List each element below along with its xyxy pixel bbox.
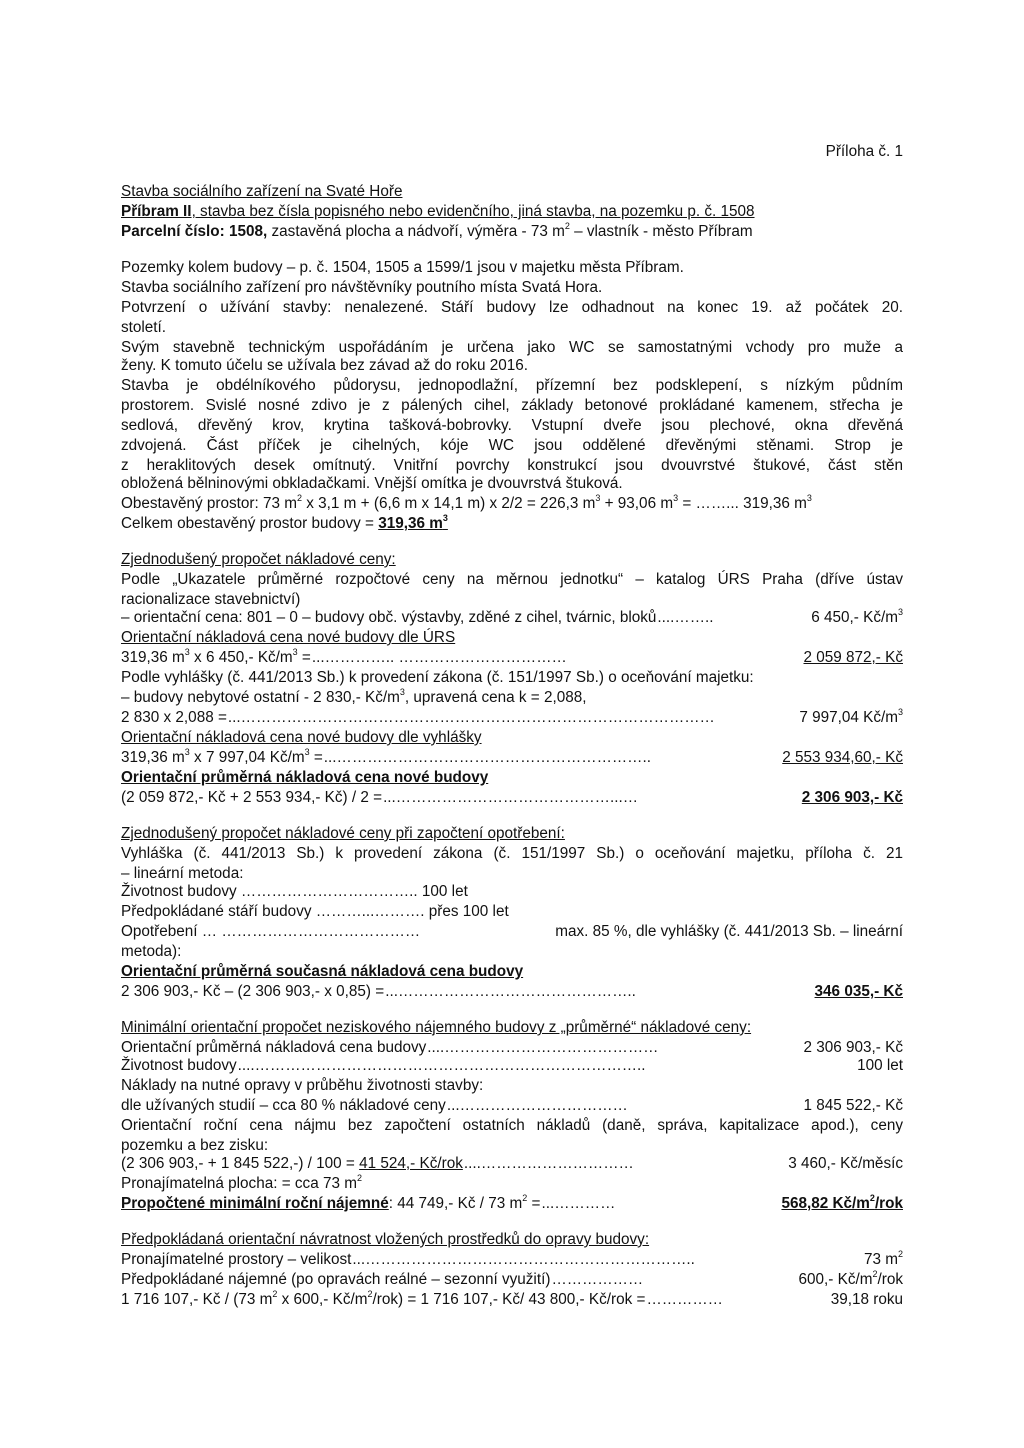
s2-line-6: metoda):: [121, 943, 182, 960]
s3-line-3: Náklady na nutné opravy v průběhu životnosti stavby:: [121, 1077, 484, 1094]
s3-l1-dots: ....……………………………………: [427, 1039, 659, 1056]
volume-calculation: [121, 494, 903, 514]
s1-line-1: Podle „Ukazatele průměrné rozpočtové ceny na měrnou jednotku“ – katalog ÚRS Praha (dříve ústav: [121, 571, 903, 588]
s3-l9-text: Propočtené minimální roční nájemné: 44 749,- Kč / 73 $m^2$ =: [121, 1193, 541, 1212]
s1-subheading-decree: Orientační nákladová cena nové budovy dle vyhlášky: [121, 729, 482, 746]
total-volume: [121, 514, 903, 534]
s3-line-9: [121, 1194, 903, 1214]
parcel-sup: 2: [564, 221, 570, 231]
s1-l8-text: 319,36 $m^3$ x 7 997,04 $Kč/m^3$ =: [121, 747, 323, 766]
s4-line-3: [121, 1290, 903, 1310]
s2-line-5: [121, 922, 903, 942]
section-4-heading: Předpokládaná orientační návratnost vložených prostředků do opravy budovy:: [121, 1231, 650, 1248]
s3-line-4: [121, 1096, 903, 1116]
document-title: Stavba sociálního zařízení na Svaté Hoře: [121, 183, 403, 200]
s3-l9-dots: ...…………: [541, 1195, 616, 1212]
intro-paragraph-5e: z heraklitových desek omítnutý. Vnitřní povrchy konstrukcí jsou dvouvrstvé štukové, část stěn: [121, 457, 903, 474]
s3-l4-value: 1 845 522,- Kč: [803, 1097, 903, 1114]
s1-l4-dots: ...………….. ……………………………: [311, 649, 567, 666]
s3-l7-text: (2 306 903,- + 1 845 522,-) / 100 = 41 524,- Kč/rok: [121, 1155, 463, 1172]
parcel-label: Parcelní číslo: 1508,: [121, 223, 268, 240]
s2-subheading: Orientační průměrná současná nákladová cena budovy: [121, 963, 524, 980]
volume-sup-4: 3: [806, 493, 812, 503]
intro-paragraph-4a: Svým stavebně technickým uspořádáním je určena jako WC se samostatnými vchody pro muže a: [121, 339, 903, 356]
s3-line-5: Orientační roční cena nájmu bez započtení ostatních nákladů (daně, správa, kapitalizace apod.), ceny: [121, 1117, 903, 1134]
intro-paragraph-1: Pozemky kolem budovy – p. č. 1504, 1505 a 1599/1 jsou v majetku města Příbram.: [121, 259, 684, 276]
s3-l4-dots: ...……………………………: [446, 1097, 628, 1114]
s1-l3-dots: ....……..: [657, 609, 714, 626]
parcel-text-b: – vlastník - město Příbram: [569, 223, 753, 240]
s4-l3-value: 39,18 roku: [830, 1291, 903, 1308]
s1-l3-value: 6 450,- $Kč/m^3$: [811, 607, 903, 626]
s2-l7-value: 346 035,- Kč: [814, 983, 903, 1000]
s3-line-6: pozemku a bez zisku:: [121, 1137, 269, 1154]
s3-l7-value: 3 460,- Kč/měsíc: [788, 1155, 903, 1172]
s2-l5-value: max. 85 %, dle vyhlášky (č. 441/2013 Sb. – lineární: [555, 923, 903, 940]
s1-line-9: [121, 788, 903, 808]
s4-l2-value: 600,- $Kč/m^2$/rok: [798, 1269, 903, 1288]
location-line: [121, 202, 903, 222]
s4-l1-dots: ...………………………………………………………..: [352, 1251, 695, 1268]
s3-l2-dots: ....…………………………………………………………………..: [237, 1057, 646, 1074]
s2-line-1: Vyhláška (č. 441/2013 Sb.) k provedení zákona (č. 151/1997 Sb.) o oceňování majetku, příloha č. 21: [121, 845, 903, 862]
s3-l2-text: Životnost budovy: [121, 1057, 237, 1074]
s1-l3-text: – orientační cena: 801 – 0 – budovy obč. výstavby, zděné z cihel, tvárnic, bloků: [121, 609, 657, 626]
s1-l4-text: 319,36 $m^3$ x 6 450,- $Kč/m^3$ =: [121, 647, 311, 666]
s1-line-8: [121, 748, 903, 768]
section-3-heading: Minimální orientační propočet neziskového nájemného budovy z „průměrné“ nákladové ceny:: [121, 1019, 752, 1036]
volume-text-b: x 3,1 m + (6,6 m x 14,1 m) x 2/2 = 226,3 m: [302, 495, 596, 512]
s1-subheading-average: Orientační průměrná nákladová cena nové budovy: [121, 769, 489, 786]
s3-l1-value: 2 306 903,- Kč: [803, 1039, 903, 1056]
s4-l1-text: Pronajímatelné prostory – velikost: [121, 1251, 352, 1268]
s1-line-2: racionalizace stavebnictví): [121, 591, 301, 608]
parcel-text-a: zastavěná plocha a nádvoří, výměra - 73 m: [267, 223, 565, 240]
intro-paragraph-2: Stavba sociálního zařízení pro návštěvníky poutního místa Svatá Hora.: [121, 279, 603, 296]
s2-line-2: – lineární metoda:: [121, 865, 244, 882]
s3-l7-dots: ....…………………………: [463, 1155, 634, 1172]
s1-l7-dots: ...…………………………………………………………………………………: [227, 709, 715, 726]
s1-line-3: [121, 608, 903, 628]
s2-line-7: [121, 982, 903, 1002]
s1-l9-value: 2 306 903,- Kč: [801, 789, 903, 806]
section-2-heading: Zjednodušený propočet nákladové ceny při započtení opotřebení:: [121, 825, 565, 842]
s1-subheading-urs: Orientační nákladová cena nové budovy dle ÚRS: [121, 629, 456, 646]
intro-paragraph-5f: obložená bělninovými obkladačkami. Vnější omítka je dvouvrstvá štuková.: [121, 475, 623, 492]
s1-l8-dots: ...……………………………………………………..: [323, 749, 651, 766]
s2-line-4: Předpokládané stáří budovy ………...………. přes 100 let: [121, 903, 509, 920]
s1-l7-value: 7 997,04 $Kč/m^3$: [799, 707, 903, 726]
s1-l9-text: (2 059 872,- Kč + 2 553 934,- Kč) / 2 =: [121, 789, 383, 806]
s1-line-4: [121, 648, 903, 668]
s4-l2-text: Předpokládané nájemné (po opravách reálné – sezonní využití): [121, 1271, 551, 1288]
s4-l1-value: 73 $m^2$: [863, 1249, 903, 1268]
s3-line-2: [121, 1056, 903, 1076]
s3-l9-value: 568,82 $Kč/m^2$/rok: [781, 1193, 903, 1212]
s3-line-7: [121, 1154, 903, 1174]
s1-line-5: Podle vyhlášky (č. 441/2013 Sb.) k provedení zákona (č. 151/1997 Sb.) o oceňování majetku:: [121, 669, 754, 686]
intro-paragraph-5b: prostorem. Svislé nosné zdivo je z pálených cihel, základy betonové prokládané kamenem, střecha je: [121, 397, 903, 414]
attachment-label: Příloha č. 1: [825, 143, 903, 160]
section-1-heading: Zjednodušený propočet nákladové ceny:: [121, 551, 396, 568]
s4-l3-dots: ……………: [646, 1291, 723, 1308]
intro-paragraph-3a: Potvrzení o užívání stavby: nenalezené. Stáří budovy lze odhadnout na konec 19. až počátek 20.: [121, 299, 903, 316]
volume-text-a: Obestavěný prostor: 73 m: [121, 495, 297, 512]
s4-l3-text: 1 716 107,- Kč / (73 $m^2$ x 600,- $Kč/m^2/rok) = 1$ 716 107,- Kč/ 43 800,- Kč/rok =: [121, 1289, 646, 1308]
s4-line-1: [121, 1250, 903, 1270]
volume-text-c: + 93,06 m: [600, 495, 674, 512]
s2-line-3: Životnost budovy …………………………….. 100 let: [121, 883, 468, 900]
s2-l7-text: 2 306 903,- Kč – (2 306 903,- x 0,85) =: [121, 983, 385, 1000]
s1-l9-dots: ...……………………………………...…: [383, 789, 639, 806]
intro-paragraph-4b: ženy. K tomuto účelu se užívala bez závad až do roku 2016.: [121, 357, 529, 374]
s1-l4-value: 2 059 872,- Kč: [803, 649, 903, 666]
volume-sup-3: 3: [673, 493, 679, 503]
s1-line-7: [121, 708, 903, 728]
s3-line-8: Pronajímatelná plocha: = cca 73 $m^2$: [121, 1173, 362, 1192]
s1-l7-text: 2 830 x 2,088 =: [121, 709, 227, 726]
volume-sup-1: 2: [297, 493, 303, 503]
s3-line-1: [121, 1038, 903, 1058]
s3-l4-text: dle užívaných studií – cca 80 % nákladové ceny: [121, 1097, 446, 1114]
s1-line-6: – budovy nebytové ostatní - 2 830,- $Kč/m^3$, upravená cena k = 2,088,: [121, 687, 587, 706]
s2-l7-dots: ...………………………………………..: [385, 983, 636, 1000]
s4-l2-dots: ………………: [551, 1271, 644, 1288]
location-bold: Příbram II: [121, 203, 192, 220]
volume-text-d: = ……... 319,36 m: [678, 495, 807, 512]
intro-paragraph-5a: Stavba je obdélníkového půdorysu, jednopodlažní, přízemní bez podsklepení, s nízkým půdním: [121, 377, 903, 394]
intro-paragraph-5d: zdvojená. Část příček je cihelných, kóje WC jsou oddělené dřevěnými stěnami. Strop je: [121, 437, 903, 454]
intro-paragraph-5c: sedlová, dřevěný krov, krytina tašková-bobrovky. Vstupní dveře jsou plechové, okna dřevěná: [121, 417, 903, 434]
location-rest: , stavba bez čísla popisného nebo evidenčního, jiná stavba, na pozemku p. č. 1508: [191, 203, 755, 220]
intro-paragraph-3b: století.: [121, 319, 167, 336]
s3-l1-text: Orientační průměrná nákladová cena budovy: [121, 1039, 427, 1056]
total-volume-label: Celkem obestavěný prostor budovy =: [121, 515, 379, 532]
s2-l5-text: Opotřebení … …………………………………: [121, 923, 421, 940]
s1-l8-value: 2 553 934,60,- Kč: [782, 749, 903, 766]
s4-line-2: [121, 1270, 903, 1290]
total-volume-value: 319,36 $m^3$: [378, 513, 448, 532]
s3-l2-value: 100 let: [857, 1057, 903, 1074]
volume-sup-2: 3: [595, 493, 601, 503]
parcel-line: [121, 222, 903, 242]
